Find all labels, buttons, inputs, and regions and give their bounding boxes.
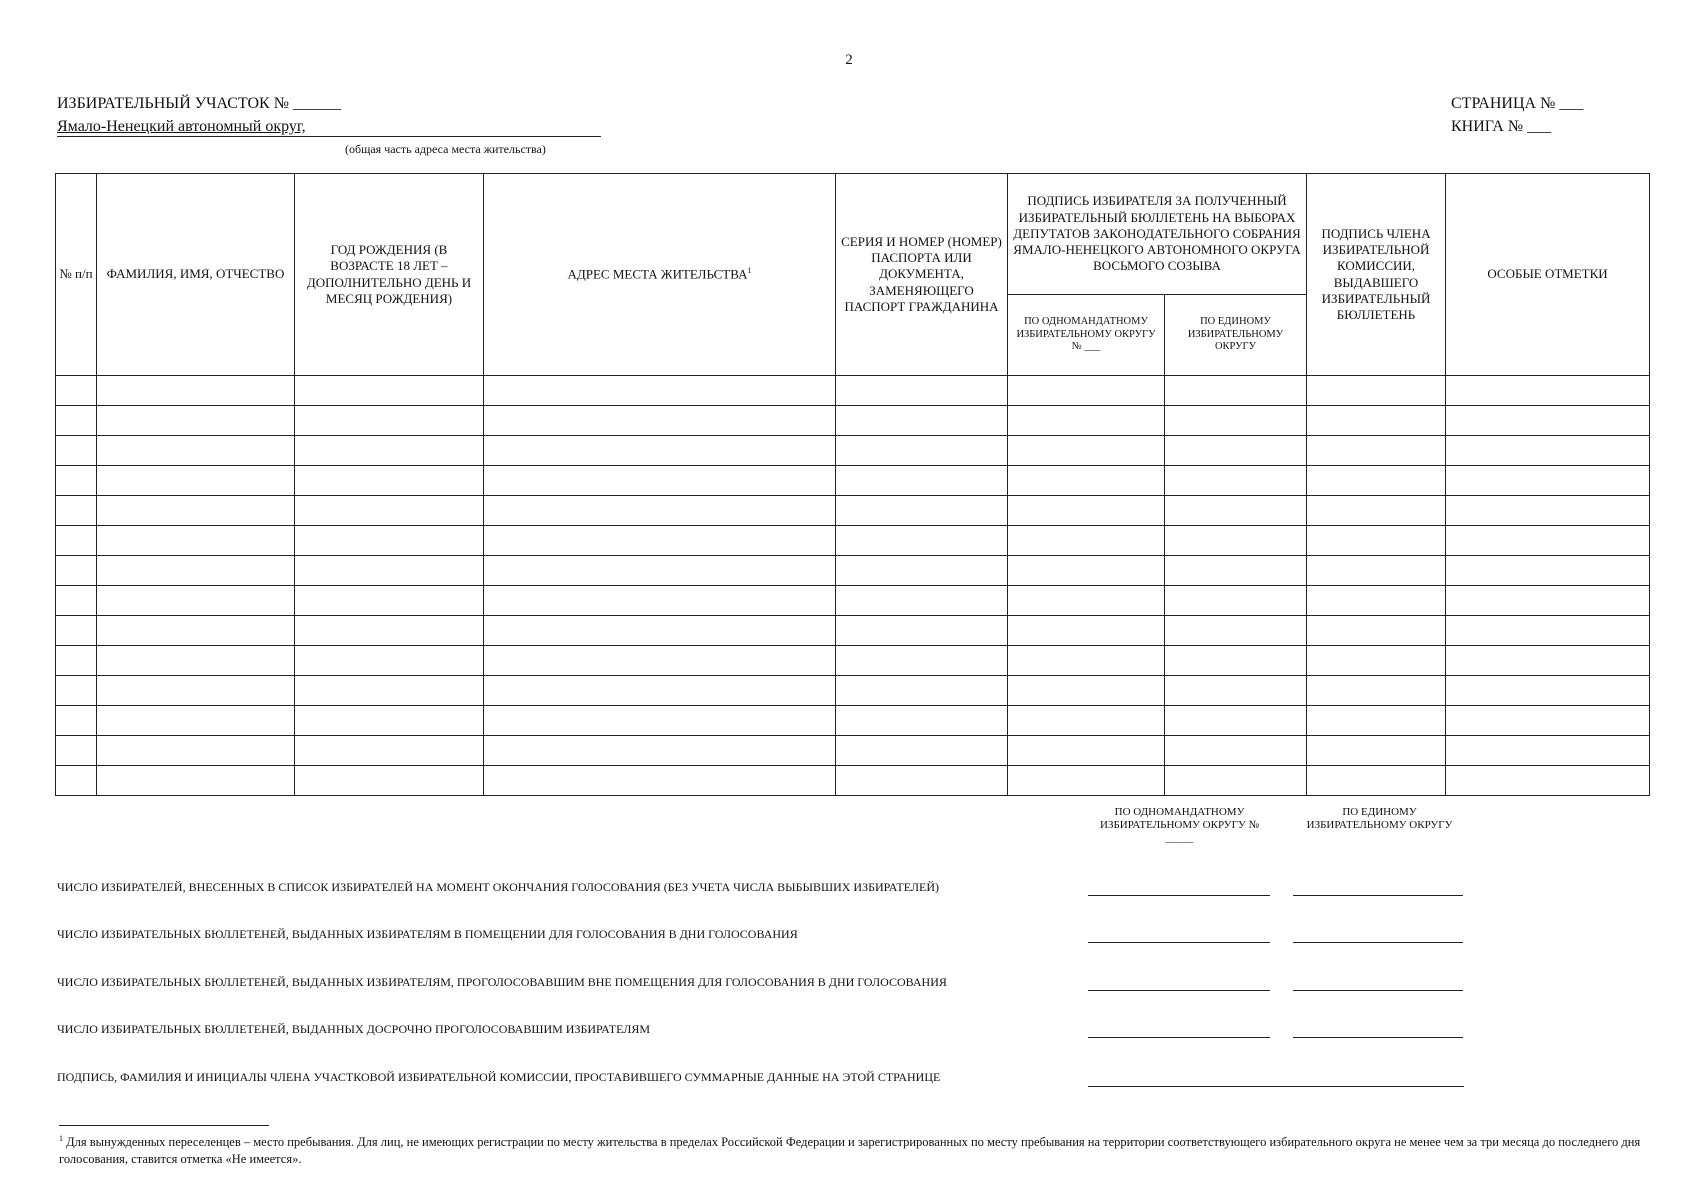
table-cell[interactable] [295, 496, 484, 526]
table-cell[interactable] [484, 616, 836, 646]
table-cell[interactable] [1165, 586, 1307, 616]
table-cell[interactable] [484, 736, 836, 766]
footnote-rule [59, 1125, 269, 1126]
table-cell[interactable] [1165, 706, 1307, 736]
table-cell[interactable] [484, 556, 836, 586]
table-cell[interactable] [56, 766, 97, 796]
table-row [56, 496, 1650, 526]
table-row [56, 766, 1650, 796]
table-cell[interactable] [1446, 496, 1650, 526]
summary-unified-field[interactable] [1293, 1037, 1463, 1038]
address-prefix: Ямало-Ненецкий автономный округ, [57, 118, 306, 135]
summary-row-label: ЧИСЛО ИЗБИРАТЕЛЬНЫХ БЮЛЛЕТЕНЕЙ, ВЫДАННЫХ ИЗБИРАТЕЛЯМ, ПРОГОЛОСОВАВШИМ ВНЕ ПОМЕЩЕНИЯ ДЛЯ ГОЛОСОВАНИЯ В ДНИ ГОЛОСОВАНИЯ [57, 975, 947, 989]
table-row [56, 586, 1650, 616]
table-cell[interactable] [1307, 526, 1446, 556]
table-cell[interactable] [1165, 676, 1307, 706]
table-cell[interactable] [97, 436, 295, 466]
table-row [56, 676, 1650, 706]
table-row [56, 436, 1650, 466]
table-cell[interactable] [836, 706, 1008, 736]
table-cell[interactable] [836, 496, 1008, 526]
summary-single-mandate-field[interactable] [1088, 990, 1270, 991]
table-cell[interactable] [484, 406, 836, 436]
table-cell[interactable] [1307, 676, 1446, 706]
table-cell[interactable] [1446, 526, 1650, 556]
table-cell[interactable] [836, 586, 1008, 616]
table-cell[interactable] [1446, 406, 1650, 436]
table-cell[interactable] [1165, 556, 1307, 586]
table-row [56, 706, 1650, 736]
table-row [56, 736, 1650, 766]
table-cell[interactable] [836, 736, 1008, 766]
table-cell[interactable] [484, 646, 836, 676]
table-cell[interactable] [97, 736, 295, 766]
table-cell[interactable] [295, 676, 484, 706]
table-cell[interactable] [1008, 706, 1165, 736]
table-cell[interactable] [1165, 766, 1307, 796]
table-cell[interactable] [1008, 376, 1165, 406]
table-cell[interactable] [1008, 736, 1165, 766]
table-cell[interactable] [56, 406, 97, 436]
footnote [59, 1134, 1659, 1168]
table-cell[interactable] [97, 406, 295, 436]
table-cell[interactable] [836, 436, 1008, 466]
table-cell[interactable] [484, 676, 836, 706]
table-cell[interactable] [1165, 526, 1307, 556]
header-passport: СЕРИЯ И НОМЕР (НОМЕР) ПАСПОРТА ИЛИ ДОКУМЕНТА, ЗАМЕНЯЮЩЕГО ПАСПОРТ ГРАЖДАНИНА [836, 174, 1008, 376]
table-cell[interactable] [1165, 376, 1307, 406]
table-cell[interactable] [1307, 496, 1446, 526]
summary-unified-field[interactable] [1293, 895, 1463, 896]
table-cell[interactable] [1165, 736, 1307, 766]
table-cell[interactable] [295, 526, 484, 556]
table-cell[interactable] [836, 646, 1008, 676]
table-cell[interactable] [56, 526, 97, 556]
table-cell[interactable] [1008, 436, 1165, 466]
table-cell[interactable] [1446, 706, 1650, 736]
table-cell[interactable] [1008, 616, 1165, 646]
table-cell[interactable] [484, 466, 836, 496]
header-notes: ОСОБЫЕ ОТМЕТКИ [1446, 174, 1650, 376]
table-row [56, 526, 1650, 556]
table-row [56, 466, 1650, 496]
table-cell[interactable] [97, 676, 295, 706]
table-cell[interactable] [1307, 646, 1446, 676]
table-cell[interactable] [1008, 496, 1165, 526]
summary-single-mandate-field[interactable] [1088, 895, 1270, 896]
summary-single-mandate-field[interactable] [1088, 942, 1270, 943]
table-cell[interactable] [1008, 766, 1165, 796]
table-cell[interactable] [1446, 466, 1650, 496]
table-cell[interactable] [295, 556, 484, 586]
table-cell[interactable] [484, 526, 836, 556]
table-cell[interactable] [1008, 556, 1165, 586]
table-cell[interactable] [836, 406, 1008, 436]
table-cell[interactable] [484, 586, 836, 616]
voter-rows [56, 376, 1650, 796]
table-cell[interactable] [1307, 466, 1446, 496]
summary-signature-label: ПОДПИСЬ, ФАМИЛИЯ И ИНИЦИАЛЫ ЧЛЕНА УЧАСТКОВОЙ ИЗБИРАТЕЛЬНОЙ КОМИССИИ, ПРОСТАВИВШЕГО СУММАРНЫЕ ДАННЫЕ НА ЭТОЙ СТРАНИЦЕ [57, 1070, 941, 1084]
table-cell[interactable] [295, 646, 484, 676]
footnote-marker: 1 [59, 1134, 63, 1143]
summary-col-unified: ПО ЕДИНОМУ ИЗБИРАТЕЛЬНОМУ ОКРУГУ [1306, 806, 1453, 832]
table-cell[interactable] [836, 466, 1008, 496]
table-cell[interactable] [1008, 466, 1165, 496]
table-cell[interactable] [1307, 556, 1446, 586]
table-cell[interactable] [1446, 676, 1650, 706]
summary-signature-line[interactable] [1088, 1086, 1464, 1087]
table-cell[interactable] [295, 376, 484, 406]
table-cell[interactable] [1165, 466, 1307, 496]
table-cell[interactable] [56, 736, 97, 766]
summary-row-label: ЧИСЛО ИЗБИРАТЕЛЬНЫХ БЮЛЛЕТЕНЕЙ, ВЫДАННЫХ ДОСРОЧНО ПРОГОЛОСОВАВШИМ ИЗБИРАТЕЛЯМ [57, 1022, 651, 1036]
table-row [56, 376, 1650, 406]
table-cell[interactable] [1446, 646, 1650, 676]
table-cell[interactable] [97, 616, 295, 646]
table-cell[interactable] [56, 376, 97, 406]
table-cell[interactable] [836, 376, 1008, 406]
table-cell[interactable] [295, 706, 484, 736]
table-cell[interactable] [56, 676, 97, 706]
table-cell[interactable] [1165, 646, 1307, 676]
table-row [56, 646, 1650, 676]
table-cell[interactable] [1165, 436, 1307, 466]
table-cell[interactable] [56, 556, 97, 586]
book-label: КНИГА № ___ [1451, 118, 1552, 135]
page-number: 2 [845, 52, 853, 68]
table-cell[interactable] [295, 436, 484, 466]
table-cell[interactable] [1008, 586, 1165, 616]
header-address-text: АДРЕС МЕСТА ЖИТЕЛЬСТВА [567, 266, 748, 282]
table-cell[interactable] [1446, 556, 1650, 586]
table-cell[interactable] [1165, 496, 1307, 526]
header-single-mandate: ПО ОДНОМАНДАТНОМУ ИЗБИРАТЕЛЬНОМУ ОКРУГУ № ___ [1008, 295, 1165, 376]
table-cell[interactable] [56, 616, 97, 646]
summary-row-label: ЧИСЛО ИЗБИРАТЕЛЬНЫХ БЮЛЛЕТЕНЕЙ, ВЫДАННЫХ ИЗБИРАТЕЛЯМ В ПОМЕЩЕНИИ ДЛЯ ГОЛОСОВАНИЯ В ДНИ ГОЛОСОВАНИЯ [57, 927, 798, 941]
header-birth: ГОД РОЖДЕНИЯ (В ВОЗРАСТЕ 18 ЛЕТ – ДОПОЛНИТЕЛЬНО ДЕНЬ И МЕСЯЦ РОЖДЕНИЯ) [295, 174, 484, 376]
table-cell[interactable] [97, 526, 295, 556]
table-cell[interactable] [97, 466, 295, 496]
table-cell[interactable] [484, 496, 836, 526]
table-cell[interactable] [1446, 766, 1650, 796]
table-cell[interactable] [56, 586, 97, 616]
table-cell[interactable] [1307, 406, 1446, 436]
summary-unified-field[interactable] [1293, 990, 1463, 991]
table-cell[interactable] [1008, 406, 1165, 436]
table-cell[interactable] [836, 526, 1008, 556]
table-cell[interactable] [97, 496, 295, 526]
precinct-label: ИЗБИРАТЕЛЬНЫЙ УЧАСТОК № ______ [57, 95, 341, 112]
table-cell[interactable] [484, 376, 836, 406]
header-address [484, 174, 836, 376]
table-cell[interactable] [484, 706, 836, 736]
summary-unified-field[interactable] [1293, 942, 1463, 943]
table-cell[interactable] [1307, 766, 1446, 796]
footnote-ref: 1 [747, 266, 752, 276]
table-cell[interactable] [836, 616, 1008, 646]
table-cell[interactable] [1446, 586, 1650, 616]
table-cell[interactable] [56, 646, 97, 676]
table-cell[interactable] [56, 466, 97, 496]
table-cell[interactable] [1307, 376, 1446, 406]
table-cell[interactable] [1446, 436, 1650, 466]
table-cell[interactable] [97, 586, 295, 616]
table-cell[interactable] [1307, 736, 1446, 766]
table-cell[interactable] [1008, 526, 1165, 556]
table-cell[interactable] [1307, 706, 1446, 736]
table-cell[interactable] [836, 556, 1008, 586]
footnote-text: Для вынужденных переселенцев – место пребывания. Для лиц, не имеющих регистрации по месту жительства в пределах Российской Федерации и зарегистрированных по месту пребывания на территории соответствующего избирательного округа не менее чем за три месяца до последнего дня голосования, ставится отметка «Не имеется». [59, 1135, 1641, 1167]
table-row [56, 556, 1650, 586]
table-cell[interactable] [295, 466, 484, 496]
table-cell[interactable] [1307, 616, 1446, 646]
table-cell[interactable] [56, 496, 97, 526]
table-cell[interactable] [1307, 436, 1446, 466]
table-cell[interactable] [56, 436, 97, 466]
table-cell[interactable] [1008, 646, 1165, 676]
header-name: ФАМИЛИЯ, ИМЯ, ОТЧЕСТВО [97, 174, 295, 376]
table-cell[interactable] [1446, 736, 1650, 766]
header-member-signature: ПОДПИСЬ ЧЛЕНА ИЗБИРАТЕЛЬНОЙ КОМИССИИ, ВЫДАВШЕГО ИЗБИРАТЕЛЬНЫЙ БЮЛЛЕТЕНЬ [1307, 174, 1446, 376]
table-row [56, 406, 1650, 436]
header-voter-signature: ПОДПИСЬ ИЗБИРАТЕЛЯ ЗА ПОЛУЧЕННЫЙ ИЗБИРАТЕЛЬНЫЙ БЮЛЛЕТЕНЬ НА ВЫБОРАХ ДЕПУТАТОВ ЗАКОНОДАТЕЛЬНОГО СОБРАНИЯ ЯМАЛО-НЕНЕЦКОГО АВТОНОМНОГО ОКРУГА ВОСЬМОГО СОЗЫВА [1008, 174, 1307, 295]
table-cell[interactable] [1307, 586, 1446, 616]
table-cell[interactable] [295, 616, 484, 646]
table-cell[interactable] [97, 766, 295, 796]
table-cell[interactable] [295, 406, 484, 436]
table-cell[interactable] [295, 736, 484, 766]
header-num: № п/п [56, 174, 97, 376]
table-cell[interactable] [295, 586, 484, 616]
table-row [56, 616, 1650, 646]
table-cell[interactable] [1446, 616, 1650, 646]
table-cell[interactable] [484, 436, 836, 466]
table-cell[interactable] [97, 646, 295, 676]
table-cell[interactable] [56, 706, 97, 736]
table-cell[interactable] [1165, 616, 1307, 646]
table-cell[interactable] [1165, 406, 1307, 436]
header-unified: ПО ЕДИНОМУ ИЗБИРАТЕЛЬНОМУ ОКРУГУ [1165, 295, 1307, 376]
table-cell[interactable] [97, 556, 295, 586]
table-cell[interactable] [97, 706, 295, 736]
page-label: СТРАНИЦА № ___ [1451, 95, 1584, 112]
table-cell[interactable] [97, 376, 295, 406]
summary-row-label: ЧИСЛО ИЗБИРАТЕЛЕЙ, ВНЕСЕННЫХ В СПИСОК ИЗБИРАТЕЛЕЙ НА МОМЕНТ ОКОНЧАНИЯ ГОЛОСОВАНИЯ (БЕЗ УЧЕТА ЧИСЛА ВЫБЫВШИХ ИЗБИРАТЕЛЕЙ) [57, 880, 940, 894]
summary-single-mandate-field[interactable] [1088, 1037, 1270, 1038]
address-line [57, 118, 601, 137]
table-cell[interactable] [836, 676, 1008, 706]
address-caption: (общая часть адреса места жительства) [345, 142, 546, 156]
table-cell[interactable] [295, 766, 484, 796]
table-cell[interactable] [1446, 376, 1650, 406]
table-cell[interactable] [1008, 676, 1165, 706]
voter-list-table [55, 173, 1650, 796]
table-cell[interactable] [836, 766, 1008, 796]
table-cell[interactable] [484, 766, 836, 796]
summary-col-single-mandate: ПО ОДНОМАНДАТНОМУ ИЗБИРАТЕЛЬНОМУ ОКРУГУ № _____ [1100, 806, 1259, 845]
